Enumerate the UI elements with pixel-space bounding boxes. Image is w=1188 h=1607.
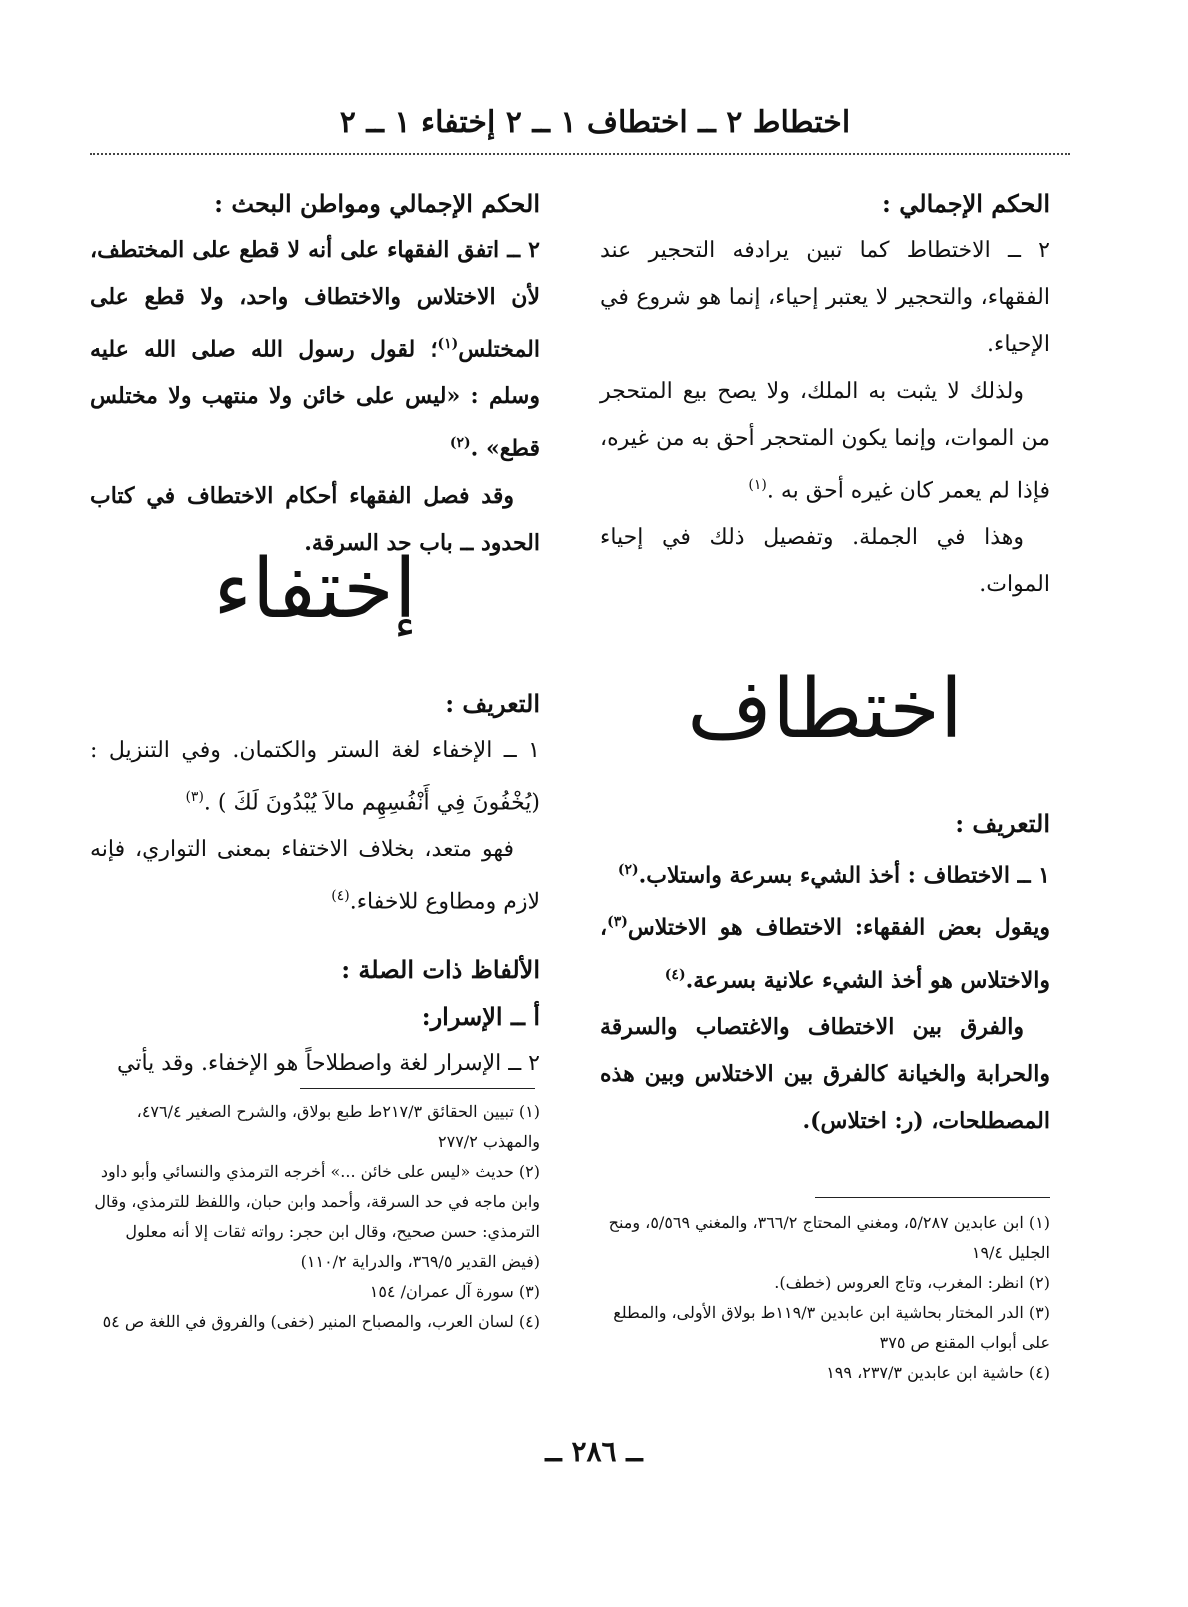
section-heading-definition: التعريف : [445,689,540,718]
paragraph [600,899,1050,1004]
footnote-divider [815,1197,1050,1198]
footnote-ref: (٣) [607,914,628,931]
footnote-ref: (١) [748,477,767,493]
footnote: (٣) الدر المختار بحاشية ابن عابدين ١١٩/٣ط بولاق الأولى، والمطلع على أبواب المقنع ص ٣٧٥ [613,1303,1050,1352]
footnote-ref: (١) [437,336,459,352]
subheading-isr—: أ ــ الإسرار: [421,1001,540,1031]
footnote-ref: (٤) [664,966,686,983]
entry-title-ikhtifa: إختفاء [213,542,417,637]
section-heading-definition: التعريف : [955,809,1050,838]
paragraph-text: والفرق بين الاختطاف والاغتصاب والسرقة والحرابة والخيانة كالفرق بين الاختلاس وبين هذه المصطلحات، (ر: اختلاس). [600,1013,1050,1134]
paragraph [600,1004,1050,1145]
paragraph [600,368,1050,514]
paragraph-text: ٢ ــ الإسرار لغة واصطلاحاً هو الإخفاء. وقد يأتي [116,1050,540,1076]
paragraph [90,826,540,925]
footnotes-left [90,1097,540,1337]
paragraph-text: فهو متعد، بخلاف الاختفاء بمعنى التواري، فإنه لازم ومطاوع للاخفاء. [90,837,540,915]
footnote-ref: (٢) [617,862,639,878]
footnote: (٢) انظر: المغرب، وتاج العروس (خطف). [774,1273,1050,1292]
paragraph-text: ، والاختلاس هو أخذ الشيء علانية بسرعة. [600,914,1050,993]
paragraph [600,847,1050,899]
footnote: (٢) حديث «ليس على خائن ...» أخرجه الترمذي والنسائي وأبو داود وابن ماجه في حد السرقة، وأحمد وابن حبان، واللفظ للترمذي، وقال الترمذي: حسن صحيح، وقال ابن حجر: رواته ثقات إلا أنه معلول (فيض القدير ٣٦٩/٥، والدراية ١١٠/٢) [94,1162,540,1271]
paragraph [600,227,1050,368]
right-column [600,180,1050,608]
paragraph [90,227,540,473]
section-heading-related-terms: الألفاظ ذات الصلة : [341,954,540,984]
page-header: اختطاط ٢ ــ اختطاف ١ ــ ٢ إختفاء ١ ــ ٢ [339,105,851,140]
entry-title-ikhtitaf: اختطاف [687,662,963,757]
footnote-ref: (٢) [449,435,471,452]
footnote: (١) ابن عابدين ٥/٢٨٧، ومغني المحتاج ٣٦٦/٢، والمغني ٥/٥٦٩، ومنح الجليل ١٩/٤ [608,1213,1050,1262]
footnote: (٤) حاشية ابن عابدين ٢٣٧/٣، ١٩٩ [826,1363,1050,1382]
footnote-ref: (٤) [331,888,350,905]
paragraph-text: ١ ــ الإخفاء لغة الستر والكتمان. وفي التنزيل : (يُخْفُونَ فِي أَنْفُسِهِم مالاَ يُبْدُونَ لَكَ ) . [90,738,540,816]
footnotes-right [600,1208,1050,1388]
paragraph-text: ٢ ــ اتفق الفقهاء على أنه لا قطع على المختطف، لأن الاختلاس والاختطاف واحد، ولا قطع على المختلس [90,237,540,363]
paragraph [90,727,540,826]
page-number: ــ ٢٨٦ ــ [545,1435,643,1468]
paragraph-text: وهذا في الجملة. وتفصيل ذلك في إحياء الموات. [600,525,1050,598]
paragraph-text: ؛ لقول رسول الله صلى الله عليه وسلم : «ليس على خائن ولا منتهب ولا مختلس قطع» . [90,336,540,462]
paragraph [90,1040,540,1087]
paragraph-text: ٢ ــ الاختطاط كما تبين يرادفه التحجير عند الفقهاء، والتحجير لا يعتبر إحياء، إنما هو شروع في الإحياء. [600,238,1050,357]
paragraph-text: ١ ــ الاختطاف : أخذ الشيء بسرعة واستلاب. [638,862,1050,889]
paragraph-text: ويقول بعض الفقهاء: الاختطاف هو الاختلاس [627,914,1050,941]
left-column [90,180,540,567]
footnote-ref: (٣) [185,789,204,805]
paragraph [600,514,1050,608]
footnote-divider [300,1088,535,1089]
paragraph-text: وقد فصل الفقهاء أحكام الاختطاف في كتاب الحدود ــ باب حد السرقة. [90,482,540,556]
header-divider [90,153,1070,155]
right-column-definition [600,800,1050,1145]
footnote: (٣) سورة آل عمران/ ١٥٤ [369,1282,540,1301]
paragraph-text: ولذلك لا يثبت به الملك، ولا يصح بيع المتحجر من الموات، وإنما يكون المتحجر أحق به من غيره، فإذا لم يعمر كان غيره أحق به . [600,379,1050,504]
left-column-definition [90,680,540,1087]
section-heading-ruling: الحكم الإجمالي : [882,189,1050,218]
section-heading-ruling-research: الحكم الإجمالي ومواطن البحث : [214,189,540,218]
footnote: (٤) لسان العرب، والمصباح المنير (خفى) والفروق في اللغة ص ٥٤ [102,1312,540,1331]
footnote: (١) تبيين الحقائق ٢١٧/٣ط طبع بولاق، والشرح الصغير ٤٧٦/٤، والمهذب ٢٧٧/٢ [136,1102,540,1151]
